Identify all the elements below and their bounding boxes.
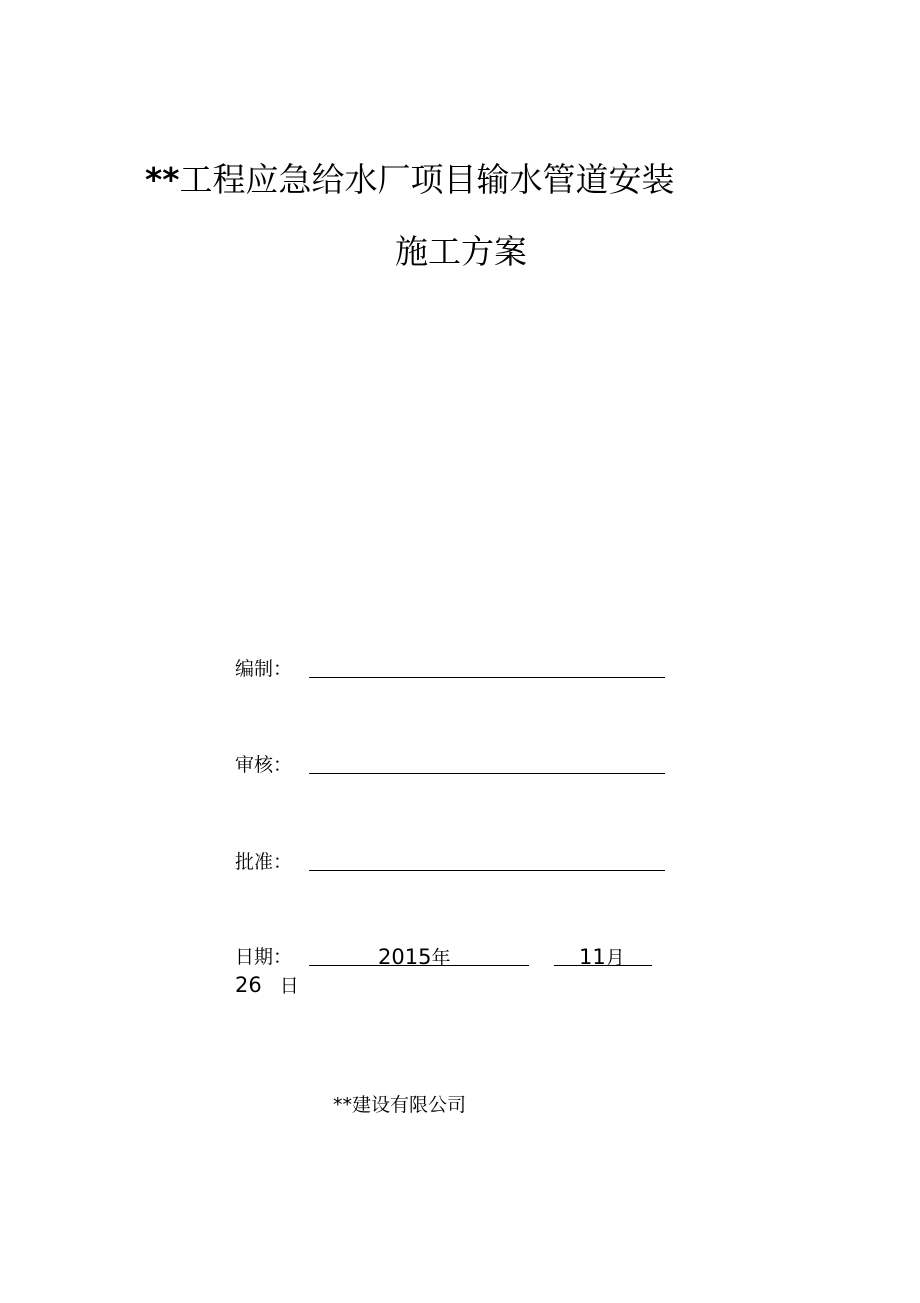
document-title-line-1 [145, 160, 675, 200]
date-label: 日期： [235, 946, 293, 968]
approve-label: 批准： [235, 851, 293, 873]
title-prefix: ** [145, 160, 180, 199]
company-name: **建设有限公司 [333, 1094, 467, 1116]
date-day [235, 972, 299, 999]
compile-row [235, 656, 675, 682]
document-title-line-2: 施工方案 [395, 232, 527, 271]
compile-signature-line [309, 677, 665, 678]
review-row [235, 752, 675, 778]
review-signature-line [309, 773, 665, 774]
year-number: 2015 [378, 945, 432, 969]
title-text: 工程应急给水厂项目输水管道安装 [179, 160, 675, 199]
compile-label: 编制： [235, 658, 293, 680]
month-unit: 月 [605, 947, 625, 969]
day-unit: 日 [279, 975, 299, 997]
approve-signature-line [309, 870, 665, 871]
date-month [579, 944, 625, 971]
approve-row [235, 849, 675, 875]
date-block [235, 944, 675, 1004]
day-number: 26 [235, 973, 262, 997]
review-label: 审核： [235, 754, 293, 776]
month-number: 11 [579, 945, 606, 969]
year-unit: 年 [431, 947, 451, 969]
date-year [378, 944, 450, 971]
